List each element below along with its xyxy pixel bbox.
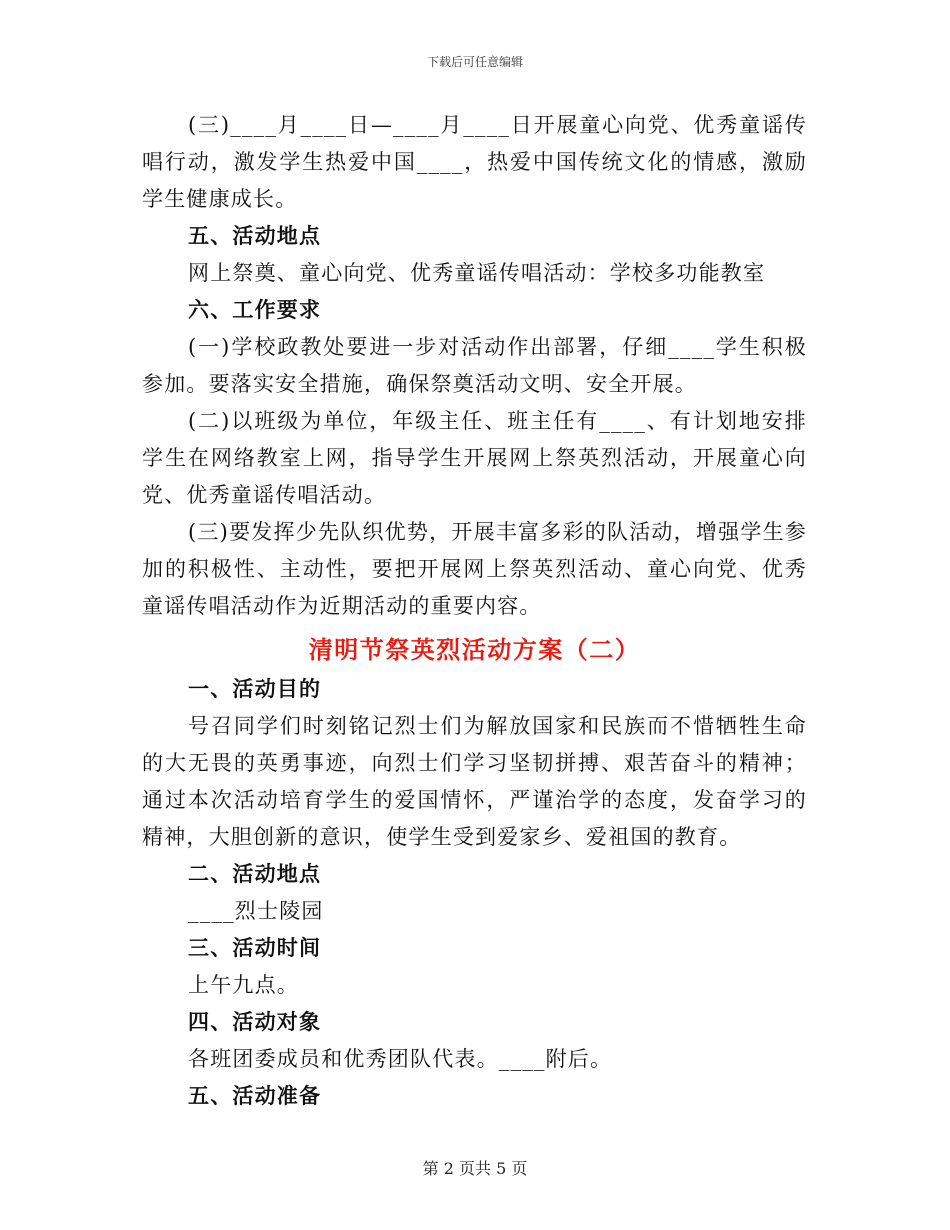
page-header-note: 下载后可任意编辑 <box>426 55 523 69</box>
heading-activity-location: 五、活动地点 <box>188 224 322 248</box>
paragraph-requirement-1: (一)学校政教处要进一步对活动作出部署，仔细____学生积极参加。要落实安全措施，确保祭奠活动文明、安全开展。 <box>142 335 807 396</box>
heading-activity-place: 二、活动地点 <box>188 862 322 886</box>
paragraph-activity-schedule: (三)____月____日—____月____日开展童心向党、优秀童谣传唱行动，激发学生热爱中国____，热爱中国传统文化的情感，激励学生健康成长。 <box>142 113 807 211</box>
paragraph-activity-purpose: 号召同学们时刻铭记烈士们为解放国家和民族而不惜牺牲生命的大无畏的英勇事迹，向烈士们学习坚韧拼搏、艰苦奋斗的精神；通过本次活动培育学生的爱国情怀，严谨治学的态度，发奋学习的精神，大胆创新的意识，使学生受到爱家乡、爱祖国的教育。 <box>142 714 807 849</box>
heading-work-requirements: 六、工作要求 <box>188 298 322 322</box>
heading-activity-purpose: 一、活动目的 <box>188 677 322 701</box>
paragraph-requirement-3: (三)要发挥少先队织优势，开展丰富多彩的队活动，增强学生参加的积极性、主动性，要把开展网上祭英烈活动、童心向党、优秀童谣传唱活动作为近期活动的重要内容。 <box>142 520 807 618</box>
page-number: 第 2 页共 5 页 <box>422 1159 528 1178</box>
paragraph-activity-time: 上午九点。 <box>188 973 299 997</box>
heading-activity-time: 三、活动时间 <box>188 936 322 960</box>
heading-activity-preparation: 五、活动准备 <box>188 1084 322 1108</box>
paragraph-activity-place: ____烈士陵园 <box>188 899 324 923</box>
paragraph-activity-location: 网上祭奠、童心向党、优秀童谣传唱活动：学校多功能教室 <box>188 261 766 285</box>
section-title: 清明节祭英烈活动方案（二） <box>308 636 641 664</box>
paragraph-requirement-2: (二)以班级为单位，年级主任、班主任有____、有计划地安排学生在网络教室上网，指导学生开展网上祭英烈活动，开展童心向党、优秀童谣传唱活动。 <box>142 409 807 507</box>
heading-activity-target: 四、活动对象 <box>188 1010 322 1034</box>
paragraph-activity-target: 各班团委成员和优秀团队代表。____附后。 <box>188 1047 613 1071</box>
document-body <box>142 107 807 1115</box>
